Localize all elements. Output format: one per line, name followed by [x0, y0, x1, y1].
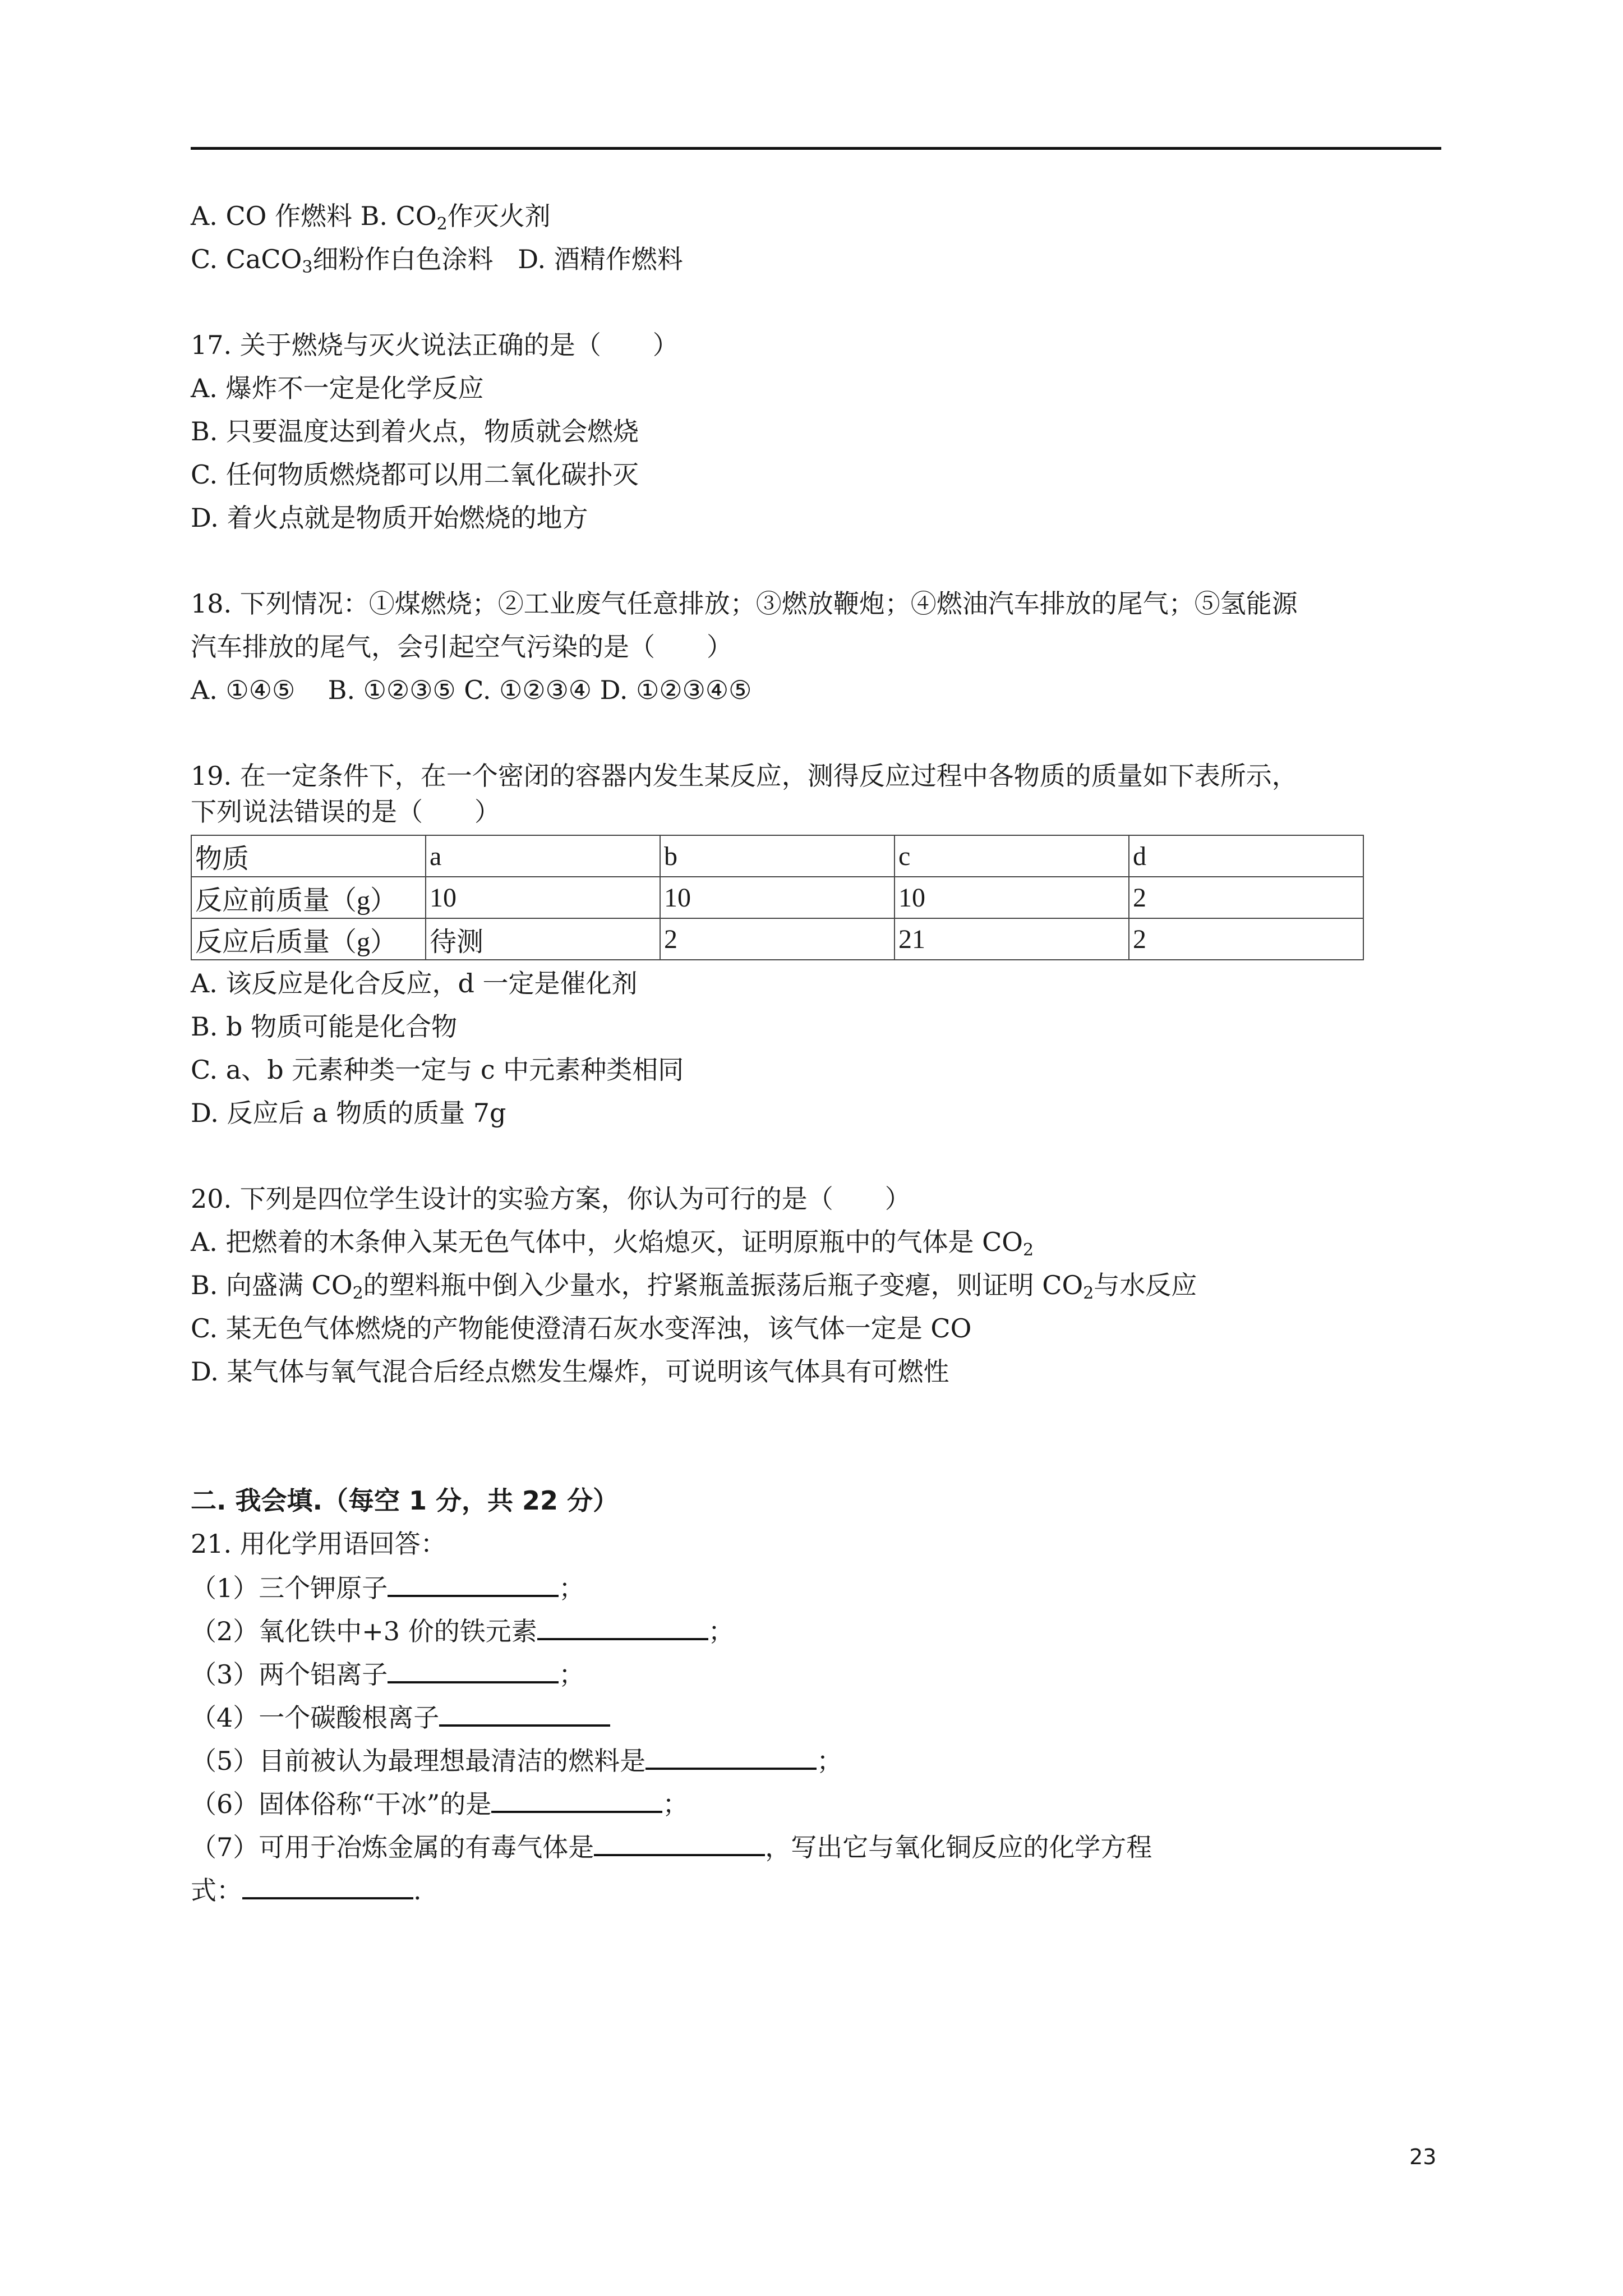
section-2-title: 二. 我会填.（每空 1 分，共 22 分） [191, 1485, 619, 1516]
q21-item-3: （3）两个铝离子 ； [191, 1657, 584, 1691]
q18-options: A. ①④⑤ B. ①②③⑤ C. ①②③④ D. ①②③④⑤ [191, 675, 752, 705]
q20-option-a: A. 把燃着的木条伸入某无色气体中，火焰熄灭，证明原瓶中的气体是 $CO_2$ [191, 1227, 1034, 1260]
table-cell: 10 [426, 877, 660, 918]
table-cell: 反应后质量（g） [191, 918, 426, 960]
q21-item-7: （7）可用于冶炼金属的有毒气体是 ，写出它与氧化铜反应的化学方程 [191, 1829, 1152, 1864]
q17-option-c: C. 任何物质燃烧都可以用二氧化碳扑灭 [191, 459, 639, 490]
q21-item-6: （6）固体俗称“干冰”的是 ； [191, 1786, 688, 1821]
q19-option-c: C. a、b 元素种类一定与 c 中元素种类相同 [191, 1055, 684, 1085]
table-row [191, 918, 1363, 960]
q16-options-cd: C. CaCO$_3$细粉作白色涂料 D. 酒精作燃料 [191, 244, 683, 277]
q21-item-5: （5）目前被认为最理想最清洁的燃料是 ； [191, 1743, 842, 1778]
table-cell: c [895, 835, 1129, 877]
q21-item-7-continued: 式： . [191, 1872, 422, 1907]
q21-item-4: （4）一个碳酸根离子 [191, 1700, 610, 1734]
mass-table [191, 835, 1364, 960]
answer-blank[interactable] [645, 1743, 817, 1770]
q17-option-b: B. 只要温度达到着火点，物质就会燃烧 [191, 416, 639, 447]
q18-stem-line1: 18. 下列情况：①煤燃烧；②工业废气任意排放；③燃放鞭炮；④燃油汽车排放的尾气；⑤氢能源 [191, 588, 1298, 619]
q16-options-ab: A. CO 作燃料 B. $CO_2$作灭火剂 [191, 201, 551, 234]
header-rule [191, 147, 1441, 150]
table-cell: 2 [660, 918, 895, 960]
q20-option-c: C. 某无色气体燃烧的产物能使澄清石灰水变浑浊，该气体一定是 CO [191, 1313, 972, 1343]
q19-option-a: A. 该反应是化合反应，d 一定是催化剂 [191, 968, 638, 999]
answer-blank[interactable] [537, 1613, 708, 1640]
answer-blank[interactable] [388, 1570, 559, 1597]
q20-option-b: B. 向盛满 $CO_2$的塑料瓶中倒入少量水，拧紧瓶盖振荡后瓶子变瘪，则证明 $CO_2$与水反应 [191, 1270, 1197, 1303]
table-cell: 物质 [191, 835, 426, 877]
table-cell: 21 [895, 918, 1129, 960]
table-cell: 反应前质量（g） [191, 877, 426, 918]
answer-blank[interactable] [242, 1872, 413, 1899]
q21-item-1: （1）三个钾原子 ； [191, 1570, 584, 1605]
table-cell: 2 [1129, 877, 1363, 918]
table-cell: 10 [660, 877, 895, 918]
q19-stem-line1: 19. 在一定条件下，在一个密闭的容器内发生某反应，测得反应过程中各物质的质量如下表所示， [191, 761, 1298, 791]
table-cell: a [426, 835, 660, 877]
table-cell: 待测 [426, 918, 660, 960]
table-cell: 10 [895, 877, 1129, 918]
q19-option-d: D. 反应后 a 物质的质量 7g [191, 1098, 506, 1128]
page-number: 23 [1409, 2145, 1437, 2169]
table-cell: b [660, 835, 895, 877]
answer-blank[interactable] [439, 1700, 610, 1727]
q19-stem-line2: 下列说法错误的是（ ） [191, 797, 500, 827]
q17-stem: 17. 关于燃烧与灭火说法正确的是（ ） [191, 330, 679, 360]
table-row [191, 877, 1363, 918]
q18-stem-line2: 汽车排放的尾气，会引起空气污染的是（ ） [191, 632, 732, 662]
table-cell: 2 [1129, 918, 1363, 960]
answer-blank[interactable] [491, 1786, 662, 1813]
q21-item-2: （2）氧化铁中+3 价的铁元素 ； [191, 1613, 734, 1648]
q17-option-d: D. 着火点就是物质开始燃烧的地方 [191, 503, 588, 533]
answer-blank[interactable] [388, 1657, 559, 1683]
answer-blank[interactable] [594, 1829, 765, 1856]
table-row [191, 835, 1363, 877]
q20-option-d: D. 某气体与氧气混合后经点燃发生爆炸，可说明该气体具有可燃性 [191, 1356, 949, 1387]
q21-stem: 21. 用化学用语回答： [191, 1529, 446, 1559]
table-cell: d [1129, 835, 1363, 877]
q17-option-a: A. 爆炸不一定是化学反应 [191, 373, 484, 403]
q19-option-b: B. b 物质可能是化合物 [191, 1011, 458, 1042]
q20-stem: 20. 下列是四位学生设计的实验方案，你认为可行的是（ ） [191, 1184, 911, 1214]
